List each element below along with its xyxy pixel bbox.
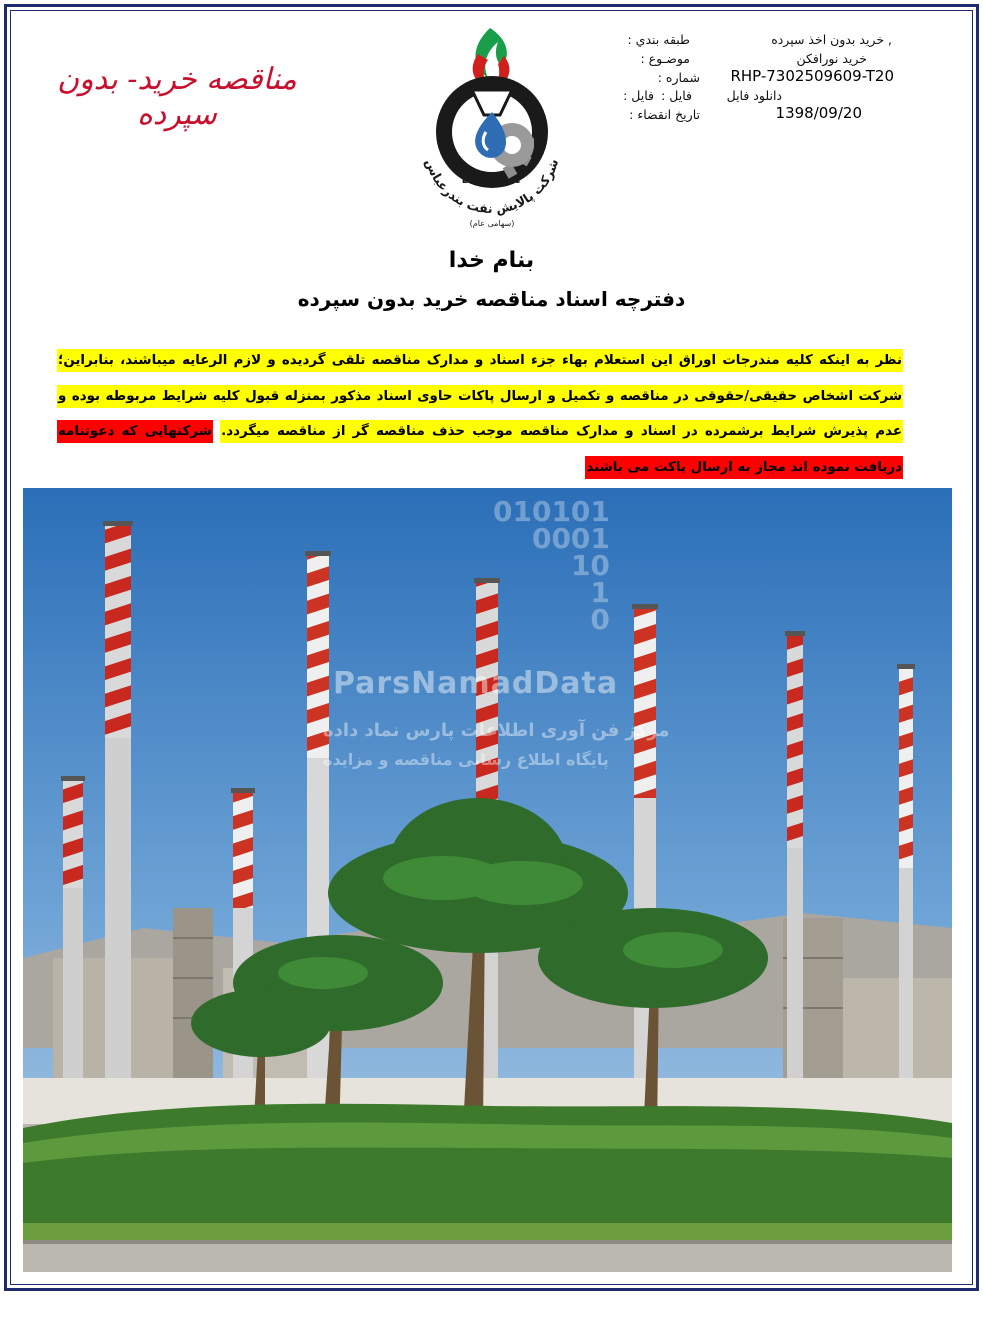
meta-subject-label: موضـوع :: [640, 51, 690, 66]
logo-company-type: (سهامی عام): [469, 219, 515, 228]
company-logo: [402, 20, 582, 235]
meta-number-value: RHP-7302509609-T20: [730, 67, 894, 85]
watermark-brand: ParsNamadData: [333, 666, 619, 701]
document-title: دفترچه اسناد مناقصه خرید بدون سپرده: [297, 287, 686, 311]
meta-expiry-label: تاريخ انقضاء :: [629, 107, 700, 122]
basmala-heading: بنام خدا: [448, 248, 535, 273]
logo-initials: B.O.R.C: [461, 173, 523, 186]
refinery-illustration: [23, 488, 952, 1272]
terms-paragraph: [57, 343, 903, 485]
logo-company-name: شرکت پالایش نفت بندرعباس: [422, 156, 562, 217]
watermark-line2: پایگاه اطلاع رسانی مناقصه و مزایده: [323, 750, 609, 769]
watermark-line1: مرکز فن آوری اطلاعات پارس نماد داده: [323, 720, 670, 741]
meta-number-label: شماره :: [657, 70, 700, 85]
meta-category-value: , خرید بدون اخذ سپرده: [771, 32, 892, 47]
refinery-photo: [23, 488, 952, 1272]
meta-file-label-left: فایل :: [623, 88, 654, 103]
meta-file-download-link[interactable]: دانلود فایل: [726, 88, 782, 103]
tender-stamp: مناقصه خرید- بدون سپرده: [57, 62, 297, 132]
watermark-digits: 010101 0001 10 1 0: [493, 495, 610, 636]
terms-text-red: شرکتهایی که دعوتنامه دریافت نموده اند مجاز به ارسال پاکت می باشند: [57, 420, 903, 479]
terms-text-yellow: نظر به اینکه کلیه مندرجات اوراق این استعلام بهاء جزء اسناد و مدارک مناقصه تلقی گردیده و لازم الرعایه میباشند، بنابراین؛ شرکت اشخاص حقیقی/حقوقی در مناقصه و تکمیل و ارسال پاکات حاوی اسناد مذکور بمنزله قبول کلیه شرایط مربوطه بوده و عدم پذیرش شرایط برشمرده در اسناد و مدارک مناقصه موجب حذف مناقصه گر از مناقصه میگردد.: [57, 349, 903, 443]
meta-expiry-value: 1398/09/20: [775, 104, 862, 122]
document-meta: [622, 30, 912, 126]
borc-logo-icon: [402, 20, 582, 235]
meta-file-label: فایل :: [661, 88, 692, 103]
meta-subject-value: خرید نورافکن: [796, 51, 867, 66]
meta-category-label: طبقه بندي :: [627, 32, 690, 47]
